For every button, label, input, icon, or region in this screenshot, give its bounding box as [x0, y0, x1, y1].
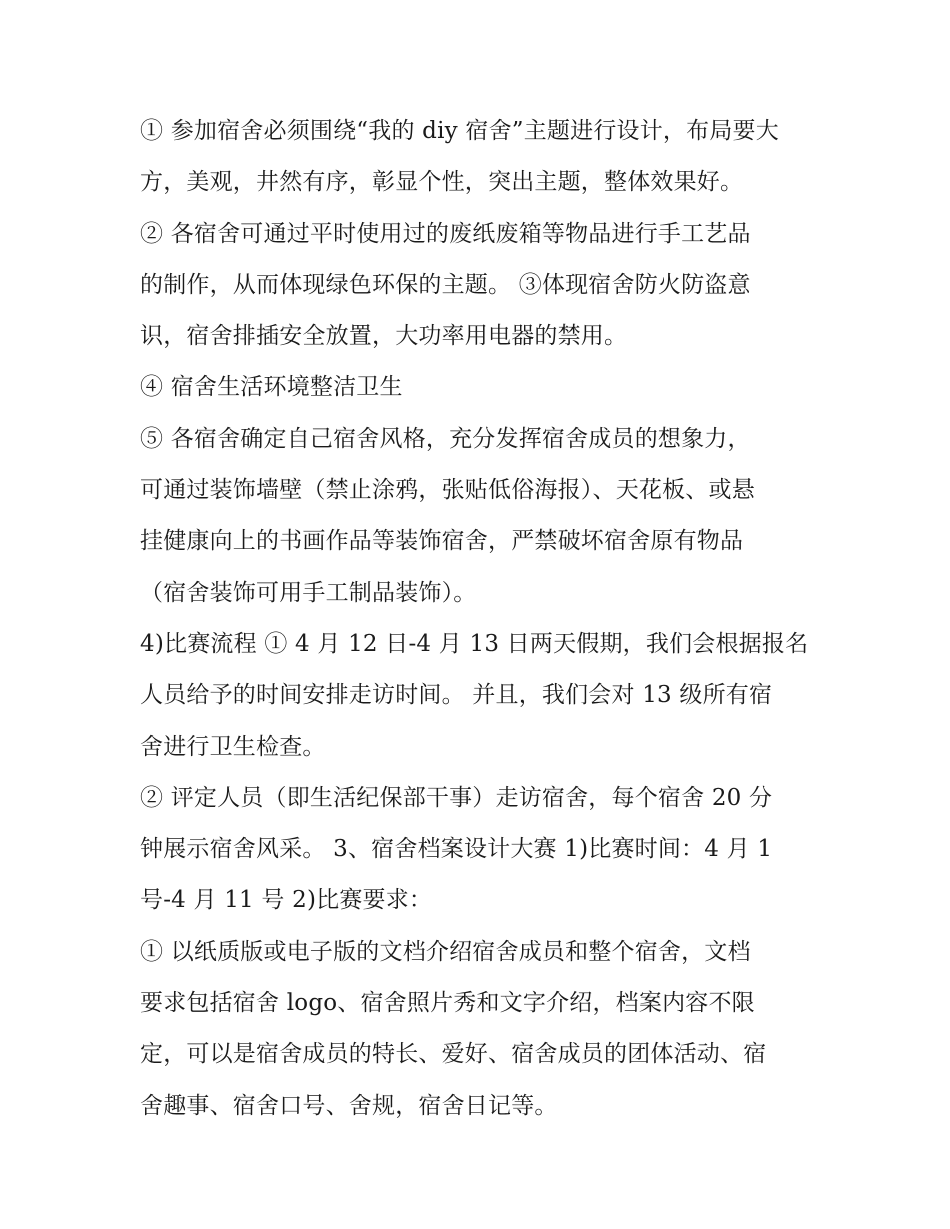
text-line: ④ 宿舍生活环境整洁卫生: [140, 374, 403, 401]
text-line: 4)比赛流程 ① 4 月 12 日-4 月 13 日两天假期，我们会根据报名: [140, 630, 809, 657]
text-line: 挂健康向上的书画作品等装饰宿舍，严禁破坏宿舍原有物品: [140, 528, 744, 555]
text-line: ① 以纸质版或电子版的文档介绍宿舍成员和整个宿舍，文档: [140, 938, 751, 965]
text-line: 方，美观，井然有序，彰显个性，突出主题，整体效果好。: [140, 169, 744, 196]
text-line: ② 评定人员（即生活纪保部干事）走访宿舍，每个宿舍 20 分: [140, 784, 773, 811]
text-line: ⑤ 各宿舍确定自己宿舍风格，充分发挥宿舍成员的想象力，: [140, 425, 751, 452]
text-line: 识，宿舍排插安全放置，大功率用电器的禁用。: [140, 323, 628, 350]
text-line: 定，可以是宿舍成员的特长、爱好、宿舍成员的团体活动、宿: [140, 1041, 767, 1068]
document-body: [140, 106, 820, 1132]
text-line: ① 参加宿舍必须围绕“我的 diy 宿舍”主题进行设计，布局要大: [140, 118, 779, 144]
text-line: 可通过装饰墙壁（禁止涂鸦，张贴低俗海报）、天花板、或悬: [140, 477, 755, 504]
text-line: （宿舍装饰可用手工制品装饰）。: [140, 579, 477, 606]
text-line: 舍进行卫生检查。: [140, 733, 326, 760]
text-line: 舍趣事、宿舍口号、舍规，宿舍日记等。: [140, 1092, 558, 1119]
text-line: 钟展示宿舍风采。 3、宿舍档案设计大赛 1)比赛时间：4 月 1: [140, 836, 773, 863]
text-line: 号-4 月 11 号 2)比赛要求：: [140, 887, 433, 914]
text-line: ② 各宿舍可通过平时使用过的废纸废箱等物品进行手工艺品: [140, 220, 751, 247]
text-line: 要求包括宿舍 logo、宿舍照片秀和文字介绍，档案内容不限: [140, 990, 755, 1017]
text-line: 人员给予的时间安排走访时间。 并且，我们会对 13 级所有宿: [140, 682, 773, 709]
text-line: 的制作，从而体现绿色环保的主题。 ③体现宿舍防火防盗意: [140, 271, 751, 298]
